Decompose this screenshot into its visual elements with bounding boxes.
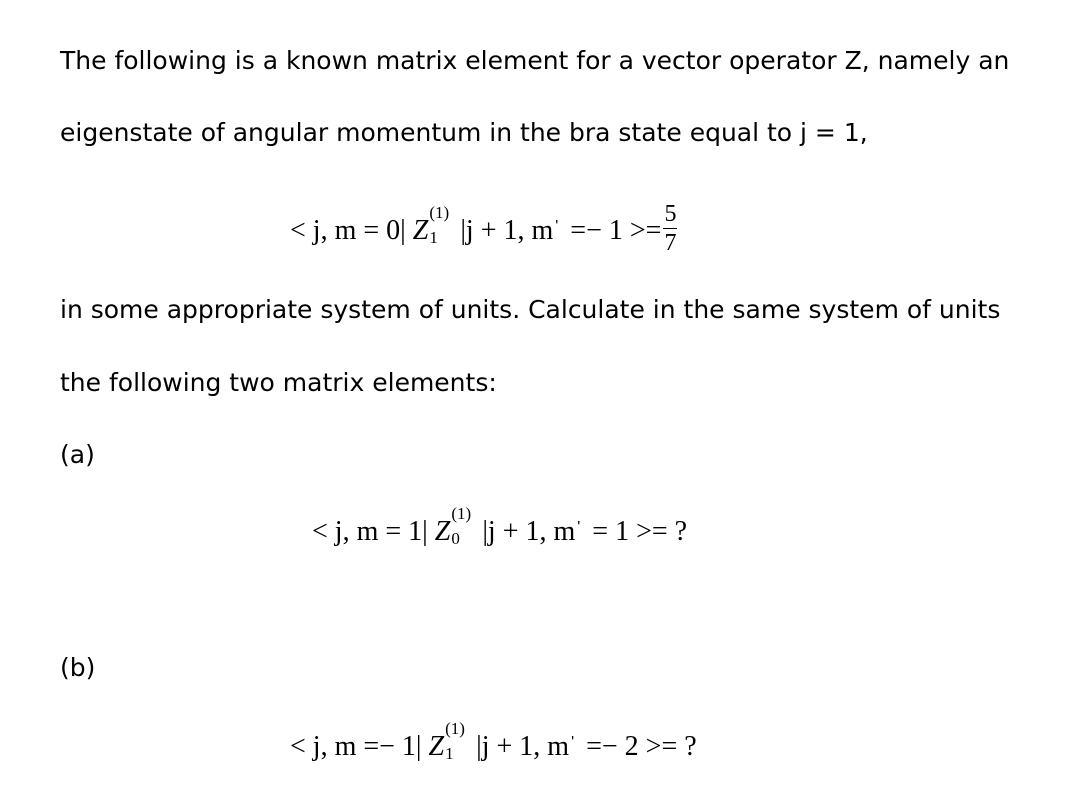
part-b-equation (290, 719, 697, 763)
ket-tail: =− 2 >= ? (579, 731, 697, 762)
part-a-equation (312, 504, 688, 548)
part-b-label: (b) (60, 653, 96, 682)
problem-text-line-2: eigenstate of angular momentum in the bra state equal to j = 1, (60, 118, 868, 147)
operator-z: Z (1) 1 (412, 202, 450, 247)
prime-mark: ' (555, 217, 559, 235)
operator-z: Z (1) 1 (428, 719, 465, 763)
fraction-numerator: 5 (664, 201, 677, 227)
ket-state: |j + 1, m (476, 731, 570, 762)
operator-component: 0 (451, 529, 460, 548)
bra-state: < j, m = 0| (290, 214, 413, 246)
operator-rank: (1) (451, 504, 472, 523)
operator-component: 1 (445, 744, 454, 763)
given-matrix-element-equation (290, 201, 677, 260)
problem-text-line-4: the following two matrix elements: (60, 368, 497, 397)
ket-state: |j + 1, m (482, 516, 576, 547)
ket-tail: =− 1 >= (563, 214, 662, 246)
problem-text-line-3: in some appropriate system of units. Calculate in the same system of units (60, 295, 1001, 324)
bra-state: < j, m = 1| (312, 516, 435, 547)
prime-mark: ' (577, 519, 581, 536)
prime-mark: ' (571, 734, 575, 751)
ket-tail: = 1 >= ? (585, 516, 688, 547)
operator-rank: (1) (429, 202, 450, 222)
ket-state: |j + 1, m (460, 214, 554, 246)
operator-component: 1 (429, 227, 438, 247)
operator-z: Z (1) 0 (434, 504, 472, 548)
fraction (663, 201, 677, 256)
fraction-denominator: 7 (664, 230, 677, 256)
bra-state: < j, m =− 1| (290, 731, 429, 762)
operator-rank: (1) (445, 719, 465, 738)
part-a-label: (a) (60, 440, 95, 469)
problem-text-line-1: The following is a known matrix element for a vector operator Z, namely an (60, 46, 1010, 75)
